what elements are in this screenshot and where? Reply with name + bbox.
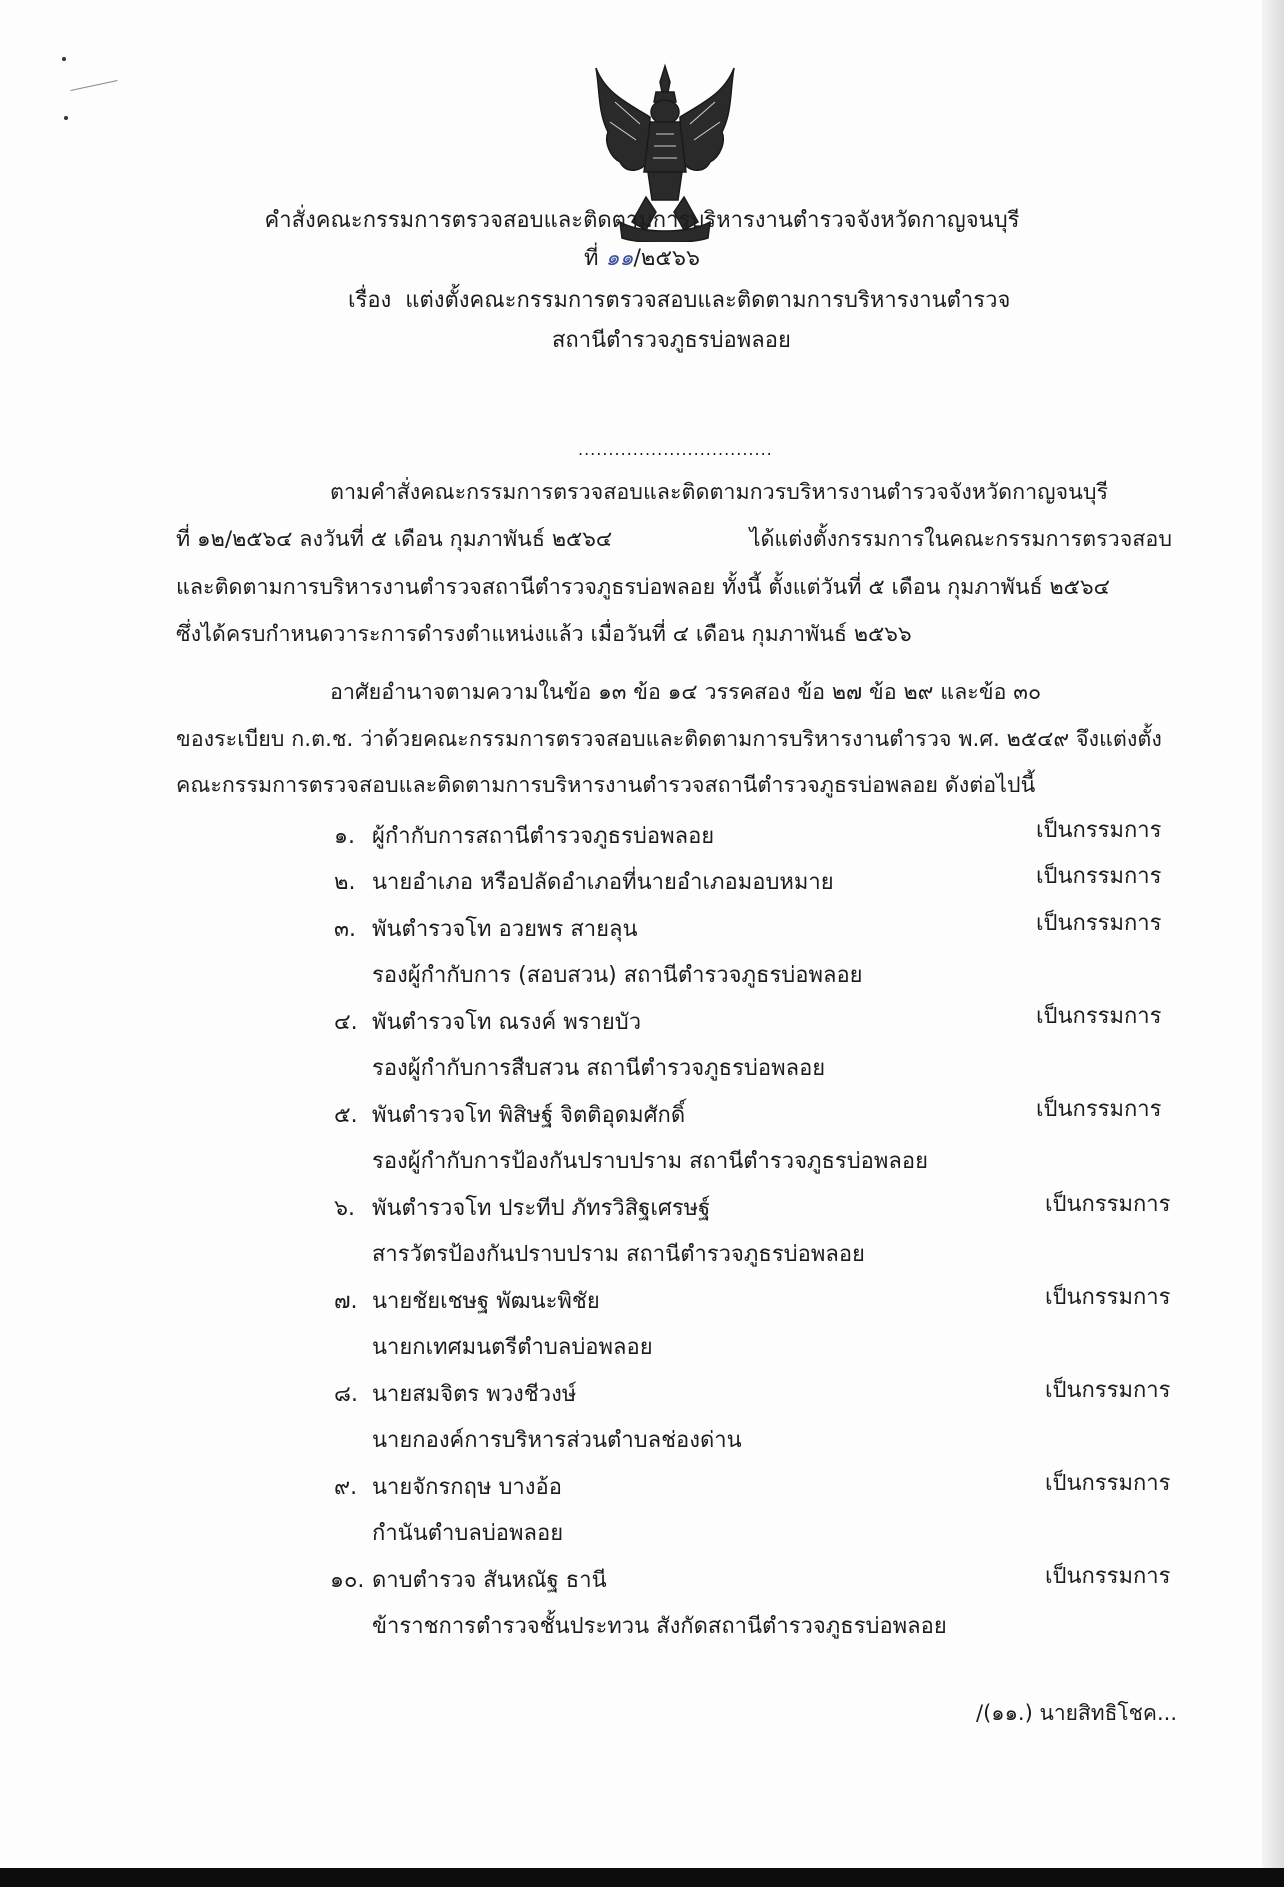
member-7-name (334, 1283, 600, 1318)
member-name: พันตำรวจโท พิสิษฐ์ จิตติอุดมศักดิ์ (372, 1103, 686, 1128)
member-name: พันตำรวจโท ณรงค์ พรายบัว (372, 1010, 642, 1035)
member-5-name (334, 1097, 685, 1132)
member-name: นายสมจิตร พวงชีวงษ์ (372, 1382, 577, 1407)
member-1-name (334, 818, 714, 853)
member-number: ๙. (334, 1475, 358, 1500)
paragraph2-line2: ของระเบียบ ก.ต.ช. ว่าด้วยคณะกรรมการตรวจสอบและติดตามการบริหารงานตำรวจ พ.ศ. ๒๕๔๙ จึงแต่งตั้ง (176, 727, 1162, 752)
member-6-position: สารวัตรป้องกันปราบปราม สถานีตำรวจภูธรบ่อพลอย (372, 1242, 865, 1267)
member-number: ๓. (334, 917, 357, 942)
scan-scratch (70, 80, 117, 91)
subject-line-1 (348, 282, 1010, 317)
member-6-role: เป็นกรรมการ (1045, 1192, 1171, 1217)
member-4-role: เป็นกรรมการ (1036, 1004, 1162, 1029)
member-number: ๔. (334, 1010, 358, 1035)
member-2-role: เป็นกรรมการ (1036, 864, 1162, 889)
member-number: ๖. (334, 1196, 355, 1221)
page-edge-shadow (1262, 0, 1284, 1887)
member-7-position: นายกเทศมนตรีตำบลบ่อพลอย (372, 1335, 653, 1360)
member-5-role: เป็นกรรมการ (1036, 1097, 1162, 1122)
member-3-name (334, 911, 638, 946)
subject-label: เรื่อง (348, 288, 392, 313)
paragraph2-line1: อาศัยอำนาจตามความในข้อ ๑๓ ข้อ ๑๔ วรรคสอง ข้อ ๒๗ ข้อ ๒๙ และข้อ ๓๐ (330, 680, 1042, 705)
member-3-role: เป็นกรรมการ (1036, 911, 1162, 936)
order-suffix: /๒๕๖๖ (633, 246, 700, 271)
member-7-role: เป็นกรรมการ (1045, 1285, 1171, 1310)
member-8-position: นายกองค์การบริหารส่วนตำบลช่องด่าน (372, 1428, 742, 1453)
member-3-position: รองผู้กำกับการ (สอบสวน) สถานีตำรวจภูธรบ่อพลอย (372, 963, 863, 988)
paragraph1-line3: และติดตามการบริหารงานตำรวจสถานีตำรวจภูธรบ่อพลอย ทั้งนี้ ตั้งแต่วันที่ ๕ เดือน กุมภาพันธ์ ๒๕๖๔ (176, 575, 1110, 600)
document-title: คำสั่งคณะกรรมการตรวจสอบและติดตามการบริหารงานตำรวจจังหวัดกาญจนบุรี (264, 208, 1020, 233)
member-5-position: รองผู้กำกับการป้องกันปราบปราม สถานีตำรวจภูธรบ่อพลอย (372, 1149, 928, 1174)
scan-speck (62, 57, 66, 61)
member-2-name (334, 864, 834, 899)
member-number: ๘. (334, 1382, 358, 1407)
member-name: ผู้กำกับการสถานีตำรวจภูธรบ่อพลอย (372, 824, 715, 849)
member-number: ๗. (334, 1289, 358, 1314)
member-1-role: เป็นกรรมการ (1036, 818, 1162, 843)
member-number: ๒. (334, 870, 356, 895)
paragraph1-line4: ซึ่งได้ครบกำหนดวาระการดำรงตำแหน่งแล้ว เมื่อวันที่ ๔ เดือน กุมภาพันธ์ ๒๕๖๖ (176, 622, 912, 647)
member-name: พันตำรวจโท อวยพร สายลุน (372, 917, 638, 942)
header-separator: ................................ (578, 440, 773, 459)
member-9-name (334, 1469, 562, 1504)
member-8-role: เป็นกรรมการ (1045, 1378, 1171, 1403)
continuation-note: /(๑๑.) นายสิทธิโชค... (976, 1701, 1178, 1725)
subject-text-1: แต่งตั้งคณะกรรมการตรวจสอบและติดตามการบริหารงานตำรวจ (405, 288, 1011, 313)
member-number: ๕. (334, 1103, 358, 1128)
subject-line-2: สถานีตำรวจภูธรบ่อพลอย (552, 328, 791, 353)
member-name: นายอำเภอ หรือปลัดอำเภอที่นายอำเภอมอบหมาย (372, 870, 834, 895)
member-number: ๑. (334, 824, 355, 849)
member-9-position: กำนันตำบลบ่อพลอย (372, 1521, 564, 1546)
order-number (0, 240, 1284, 275)
member-8-name (334, 1376, 576, 1411)
paragraph2-line3: คณะกรรมการตรวจสอบและติดตามการบริหารงานตำรวจสถานีตำรวจภูธรบ่อพลอย ดังต่อไปนี้ (176, 773, 1036, 798)
scan-bottom-border (0, 1868, 1284, 1887)
member-10-role: เป็นกรรมการ (1045, 1564, 1171, 1589)
member-name: พันตำรวจโท ประทีป ภัทรวิสิฐเศรษฐ์ (372, 1196, 711, 1221)
paragraph1-line2-left: ที่ ๑๒/๒๕๖๔ ลงวันที่ ๕ เดือน กุมภาพันธ์ ๒๕๖๔ (176, 527, 613, 552)
member-9-role: เป็นกรรมการ (1045, 1471, 1171, 1496)
member-number: ๑๐. (330, 1568, 365, 1593)
member-6-name (334, 1190, 710, 1225)
paragraph1-line1: ตามคำสั่งคณะกรรมการตรวจสอบและติดตามกวรบริหารงานตำรวจจังหวัดกาญจนบุรี (330, 480, 1109, 505)
paragraph1-line2-right: ได้แต่งตั้งกรรมการในคณะกรรมการตรวจสอบ (749, 527, 1172, 552)
member-4-position: รองผู้กำกับการสืบสวน สถานีตำรวจภูธรบ่อพลอย (372, 1056, 826, 1081)
paragraph1-line2 (176, 522, 1172, 556)
order-prefix: ที่ (584, 246, 599, 271)
member-name: นายชัยเชษฐ พัฒนะพิชัย (372, 1289, 600, 1314)
member-10-name (330, 1562, 607, 1597)
member-10-position: ข้าราชการตำรวจชั้นประทวน สังกัดสถานีตำรวจภูธรบ่อพลอย (372, 1614, 947, 1639)
scan-speck (64, 116, 68, 120)
member-name: ดาบตำรวจ สันหณัฐ ธานี (372, 1568, 607, 1593)
member-name: นายจักรกฤษ บางอ้อ (372, 1475, 562, 1500)
member-4-name (334, 1004, 641, 1039)
order-handwritten-number: ๑๑ (605, 246, 634, 271)
